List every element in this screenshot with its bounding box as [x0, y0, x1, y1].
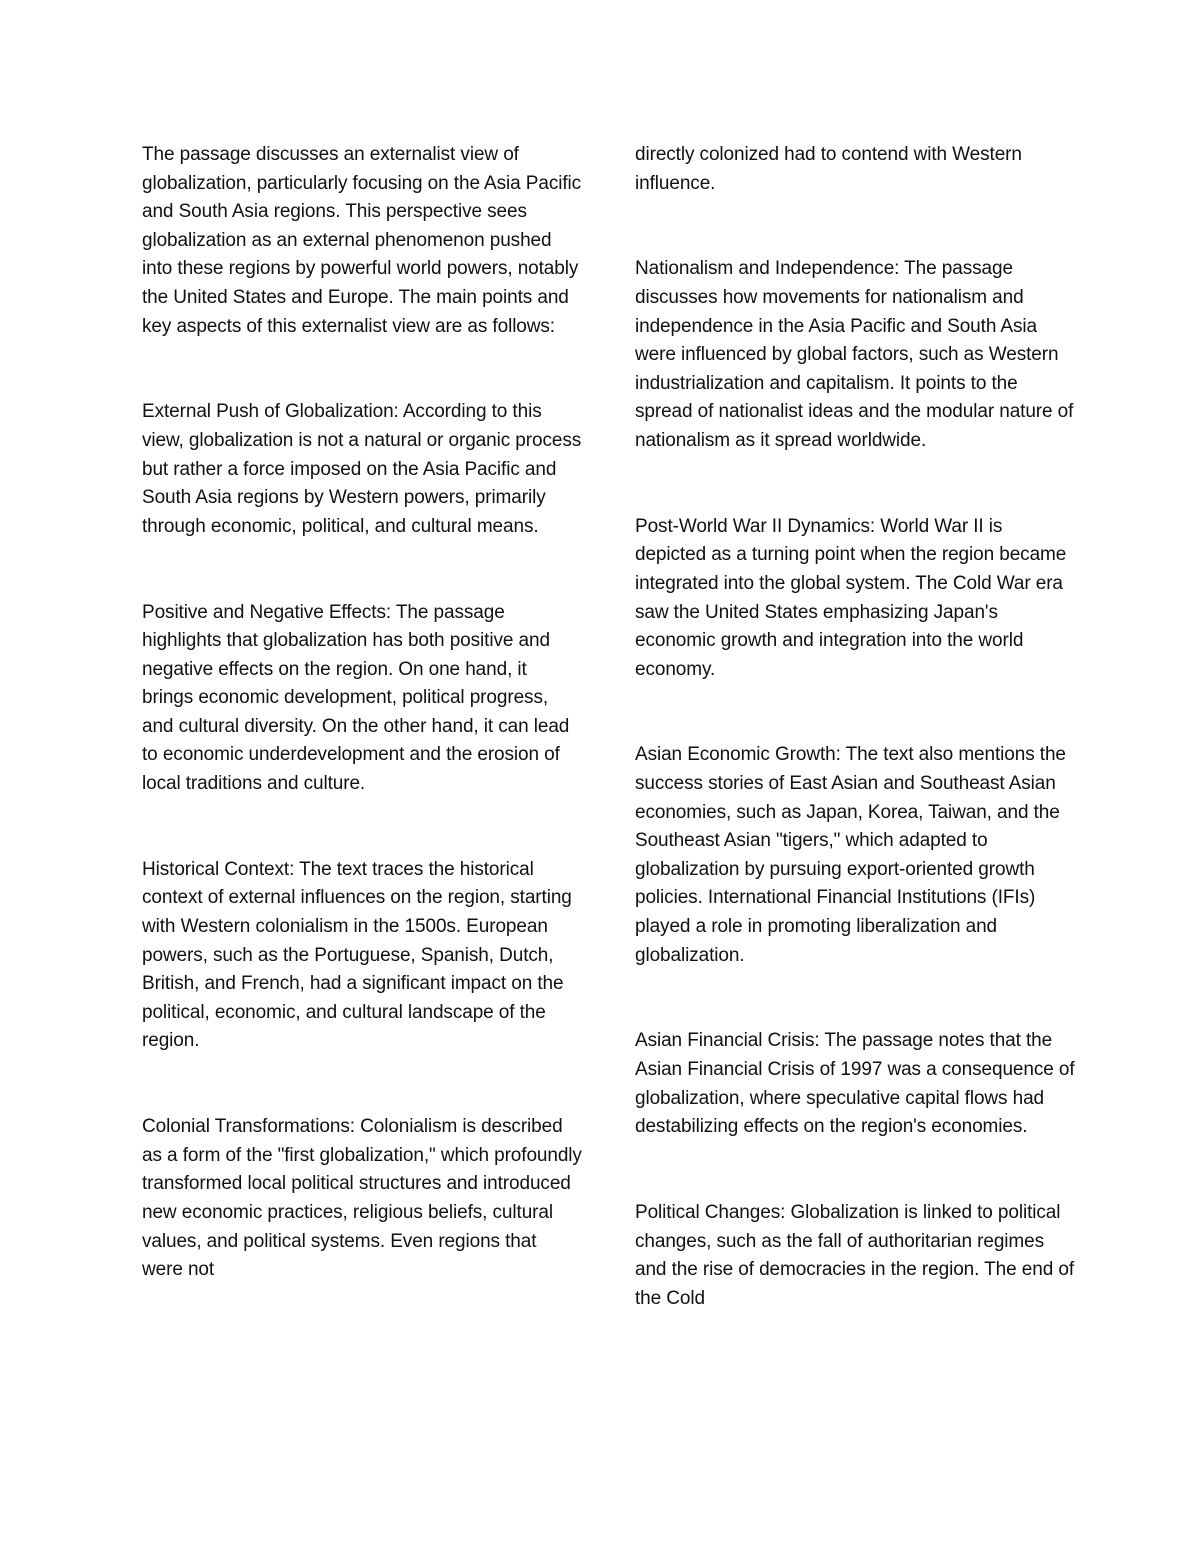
paragraph-gap — [142, 341, 582, 398]
paragraph-colonial-continuation: directly colonized had to contend with Western influence. — [635, 144, 1022, 194]
paragraph-post-world-war-ii: Post-World War II Dynamics: World War II is depicted as a turning point when the region became integrated into the global system. The Cold War era saw the United States emphasizing Japan's economic growth and integration into the world economy. — [635, 515, 1067, 680]
paragraph-historical-context: Historical Context: The text traces the historical context of external influences on the region, starting with Western colonialism in the 1500s. European powers, such as the Portuguese, Spanish, Dutch, British, and French, had a significant impact on the political, economic, and cultural landscape of the region. — [142, 858, 572, 1052]
paragraph-political-changes: Political Changes: Globalization is linked to political changes, such as the fall of authoritarian regimes and the rise of democracies in the region. The end of the Cold — [635, 1201, 1075, 1309]
paragraph-external-push: External Push of Globalization: According to this view, globalization is not a natural or organic process but rather a force imposed on the Asia Pacific and South Asia regions by Western powers, primarily through economic, political, and cultural means. — [142, 401, 582, 537]
right-column — [635, 141, 1075, 1313]
paragraph-nationalism-independence: Nationalism and Independence: The passage discusses how movements for nationalism and independence in the Asia Pacific and South Asia were influenced by global factors, such as Western industrialization and capitalism. It points to the spread of nationalist ideas and the modular nature of nationalism as it spread worldwide. — [635, 258, 1074, 451]
paragraph-gap — [142, 1056, 582, 1113]
paragraph-intro: The passage discusses an externalist view of globalization, particularly focusing on the Asia Pacific and South Asia regions. This perspective sees globalization as an external phenomenon pushed into these regions by powerful world powers, notably the United States and Europe. The main points and key aspects of this externalist view are as follows: — [142, 144, 582, 337]
paragraph-colonial-transformations: Colonial Transformations: Colonialism is described as a form of the "first globalization," which profoundly transformed local political structures and introduced new economic practices, religious beliefs, cultural values, and political systems. Even regions that were not — [142, 1116, 582, 1281]
paragraph-gap — [635, 456, 1075, 513]
paragraph-gap — [142, 541, 582, 598]
paragraph-positive-negative-effects: Positive and Negative Effects: The passage highlights that globalization has both positive and negative effects on the region. On one hand, it brings economic development, political progress, and cultural diversity. On the other hand, it can lead to economic underdevelopment and the erosion of local traditions and culture. — [142, 601, 570, 795]
left-column — [142, 141, 582, 1285]
paragraph-gap — [635, 198, 1075, 255]
paragraph-asian-financial-crisis: Asian Financial Crisis: The passage notes that the Asian Financial Crisis of 1997 was a consequence of globalization, where speculative capital flows had destabilizing effects on the region's economies. — [635, 1030, 1075, 1138]
paragraph-asian-economic-growth: Asian Economic Growth: The text also mentions the success stories of East Asian and Southeast Asian economies, such as Japan, Korea, Taiwan, and the Southeast Asian "tigers," which adapted to globalization by pursuing export-oriented growth policies. International Financial Institutions (IFIs) played a role in promoting liberalization and globalization. — [635, 744, 1066, 966]
paragraph-gap — [635, 970, 1075, 1027]
paragraph-gap — [635, 1142, 1075, 1199]
paragraph-gap — [635, 684, 1075, 741]
paragraph-gap — [142, 799, 582, 856]
